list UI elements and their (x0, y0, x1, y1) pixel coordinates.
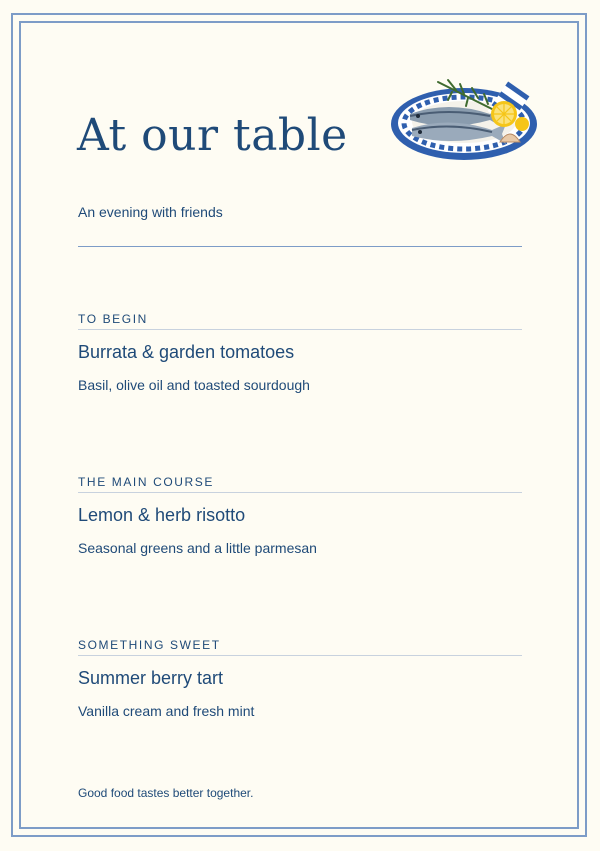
dish-description: Basil, olive oil and toasted sourdough (78, 377, 310, 393)
course-section-starter (78, 312, 522, 393)
dish-name: Burrata & garden tomatoes (78, 342, 295, 362)
footer-text: Good food tastes better together. (78, 786, 254, 800)
course-section-dessert (78, 638, 522, 719)
menu-subtitle: An evening with friends (78, 204, 223, 220)
section-label: SOMETHING SWEET (78, 638, 522, 656)
course-section-main (78, 475, 522, 556)
dish-name: Summer berry tart (78, 668, 224, 688)
dish-description: Vanilla cream and fresh mint (78, 703, 255, 719)
section-label: TO BEGIN (78, 312, 522, 330)
divider (78, 246, 522, 247)
section-label: THE MAIN COURSE (78, 475, 522, 493)
menu-title: At our table (77, 110, 348, 161)
sardine-plate-icon (388, 72, 544, 164)
dish-description: Seasonal greens and a little parmesan (78, 540, 317, 556)
dish-name: Lemon & herb risotto (78, 505, 246, 525)
